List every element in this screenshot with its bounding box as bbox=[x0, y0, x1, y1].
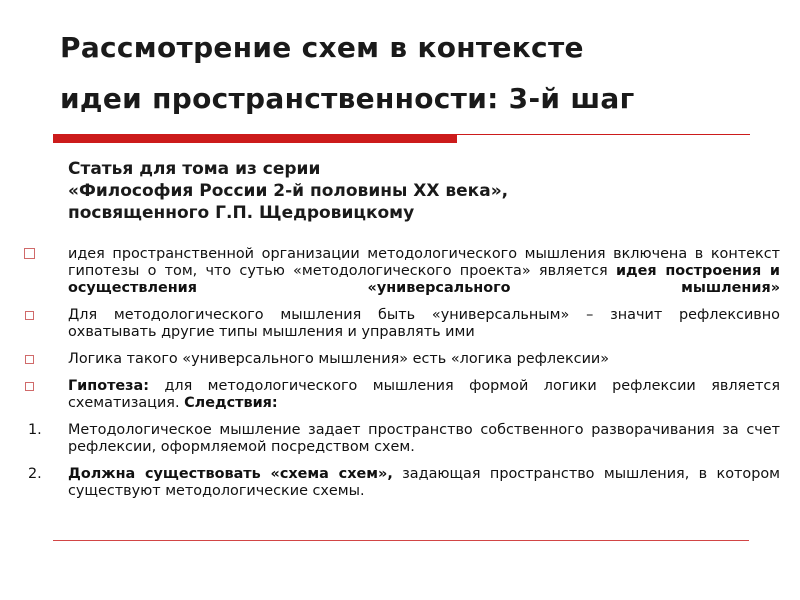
slide-title bbox=[60, 22, 780, 124]
subtitle-line-2: «Философия России 2-й половины XX века», bbox=[68, 181, 509, 201]
list-item-text-segment: Для методологического мышления быть «универсальным» – значит рефлексивно охватывать другие типы мышления и управлять ими bbox=[68, 307, 780, 340]
list-item bbox=[20, 246, 780, 297]
list-item-text-segment: идея пространственной организации методологического мышления включена в контекст гипотезы о том, что сутью «методологического проекта» является bbox=[68, 246, 780, 279]
hollow-square-bullet-icon bbox=[25, 355, 34, 364]
list-item-text-segment: для методологического мышления формой логики рефлексии является схематизация. bbox=[68, 378, 780, 411]
hollow-square-bullet-icon bbox=[25, 382, 34, 391]
list-item-number: 1. bbox=[28, 422, 42, 438]
list-item-text bbox=[68, 307, 780, 341]
list-item-text-segment: Логика такого «универсального мышления» есть «логика рефлексии» bbox=[68, 351, 610, 367]
list-item-text-segment-bold: Должна существовать «схема схем», bbox=[68, 466, 393, 482]
list-item-text bbox=[68, 422, 780, 456]
list-item-number: 2. bbox=[28, 466, 42, 482]
title-divider-thick-bar bbox=[53, 134, 457, 143]
title-divider-thin-line bbox=[457, 134, 750, 135]
list-item bbox=[20, 378, 780, 412]
bottom-divider bbox=[53, 540, 749, 541]
subtitle-line-3: посвященного Г.П. Щедровицкому bbox=[68, 203, 415, 223]
bullet-list bbox=[20, 246, 780, 510]
list-item-text bbox=[68, 466, 780, 500]
slide-title-line-2: идеи пространственности: 3-й шаг bbox=[60, 82, 635, 115]
list-item-text-segment-bold: Следствия: bbox=[184, 395, 278, 411]
title-divider bbox=[53, 134, 750, 144]
list-item-text bbox=[68, 351, 780, 368]
hollow-square-bullet-icon bbox=[25, 311, 34, 320]
list-item-text-segment: задающая пространство мышления, в котором существуют методологические схемы. bbox=[68, 466, 780, 499]
slide-title-line-1: Рассмотрение схем в контексте bbox=[60, 31, 584, 64]
list-item-text-segment-bold: Гипотеза: bbox=[68, 378, 150, 394]
list-item-text bbox=[68, 378, 780, 412]
list-item bbox=[20, 466, 780, 500]
list-item bbox=[20, 422, 780, 456]
slide-subtitle bbox=[68, 158, 758, 224]
list-item bbox=[20, 307, 780, 341]
list-item-text-segment-bold: идея построения и осуществления «универсального мышления» bbox=[68, 263, 780, 296]
subtitle-line-1: Статья для тома из серии bbox=[68, 159, 321, 179]
hollow-square-bullet-icon bbox=[24, 248, 35, 259]
list-item-text bbox=[68, 246, 780, 297]
list-item bbox=[20, 351, 780, 368]
list-item-text-segment: Методологическое мышление задает пространство собственного разворачивания за счет рефлексии, оформляемой посредством схем. bbox=[68, 422, 780, 455]
